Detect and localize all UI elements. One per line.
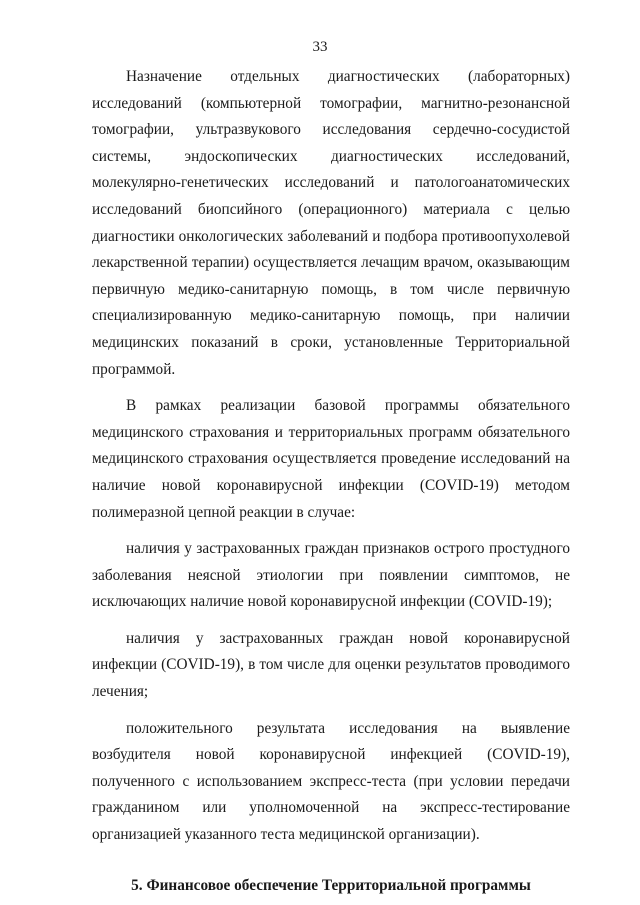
paragraph-covid-case-symptoms: наличия у застрахованных граждан признаков острого простудного заболевания неясной этиологии при появлении симптомов, не исключающих наличие новой коронавирусной инфекции (COVID-19); (92, 540, 570, 611)
paragraph-covid-case-express-test: положительного результата исследования на выявление возбудителя новой коронавирусной инфекцией (COVID-19), полученного с использованием экспресс-теста (при условии передачи гражданином или уполномоченной на экспресс-тестирование организацией указанного теста медицинской организации). (92, 719, 570, 844)
paragraph-covid-testing-intro: В рамках реализации базовой программы обязательного медицинского страхования и территориальных программ обязательного медицинского страхования осуществляется проведение исследований на наличие новой коронавирусной инфекции (COVID-19) методом полимеразной цепной реакции в случае: (92, 397, 570, 521)
page-content (92, 64, 570, 899)
paragraph-diagnostic-assignment: Назначение отдельных диагностических (лабораторных) исследований (компьютерной томографии, магнитно-резонансной томографии, ультразвукового исследования сердечно-сосудистой системы, эндоскопических диагностических исследований, молекулярно-генетических исследований и патологоанатомических исследований биопсийного (операционного) материала с целью диагностики онкологических заболеваний и подбора противоопухолевой лекарственной терапии) осуществляется лечащим врачом, оказывающим первичную медико-санитарную помощь, в том числе первичную специализированную медико-санитарную помощь, при наличии медицинских показаний в сроки, установленные Территориальной программой. (92, 68, 570, 378)
section-heading: 5. Финансовое обеспечение Территориальной программы (131, 876, 531, 894)
paragraph-covid-case-infected: наличия у застрахованных граждан новой коронавирусной инфекции (COVID-19), в том числе для оценки результатов проводимого лечения; (92, 629, 570, 701)
page-number: 33 (312, 39, 328, 55)
